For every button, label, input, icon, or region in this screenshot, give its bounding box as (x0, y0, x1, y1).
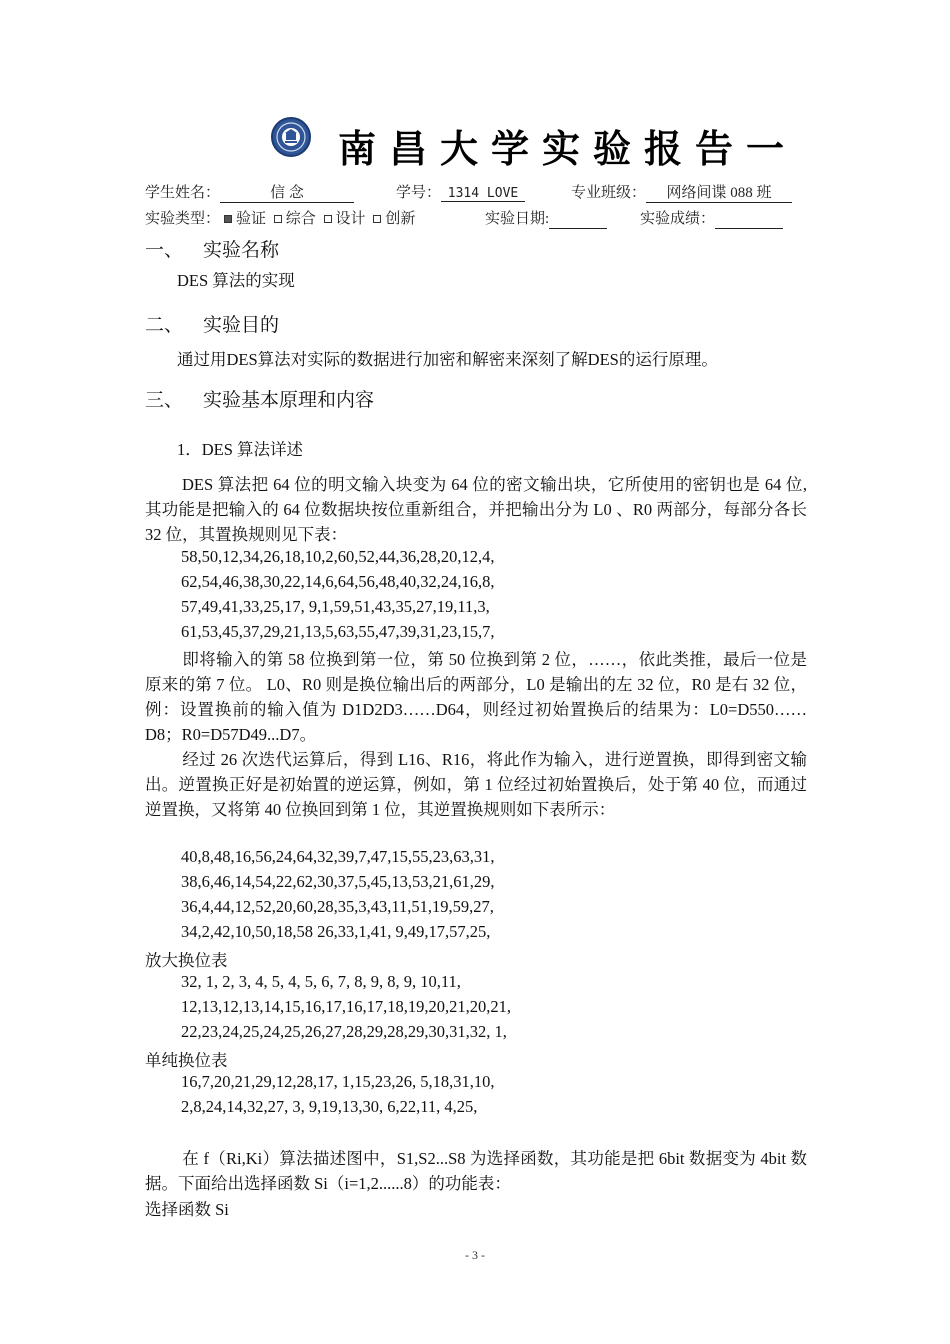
student-name-label: 学生姓名： (145, 185, 221, 201)
date-label: 实验日期: (485, 211, 550, 227)
permutation-table-row: 2,8,24,14,32,27, 3, 9,19,13,30, 6,22,11, 4,25, (181, 1097, 478, 1116)
section-title: 实验名称 (203, 240, 280, 261)
section-heading-purpose (145, 310, 279, 337)
date-blank (549, 211, 607, 229)
checkbox-comprehensive (274, 215, 282, 223)
expansion-table-row: 32, 1, 2, 3, 4, 5, 4, 5, 6, 7, 8, 9, 8, 9, 10,11, (181, 972, 461, 991)
ip-table-row: 62,54,46,38,30,22,14,6,64,56,48,40,32,24,16,8, (181, 572, 495, 591)
paragraph-sbox-intro (145, 1146, 807, 1196)
inverse-table-row: 36,4,44,12,52,20,60,28,35,3,43,11,51,19,59,27, (181, 897, 494, 916)
permutation-table-label: 单纯换位表 (145, 1051, 228, 1070)
expansion-table-label: 放大换位表 (145, 951, 228, 970)
class-label: 专业班级： (571, 185, 647, 201)
inverse-table-row: 38,6,46,14,54,22,62,30,37,5,45,13,53,21,61,29, (181, 872, 495, 891)
expansion-table-row: 22,23,24,25,24,25,26,27,28,29,28,29,30,31,32, 1, (181, 1022, 507, 1041)
checkbox-innovation (373, 215, 381, 223)
section-number: 二、 (145, 315, 184, 336)
sbox-label: 选择函数 Si (145, 1200, 229, 1219)
university-logo-icon (271, 117, 311, 157)
paragraph-text: DES 算法把 64 位的明文输入块变为 64 位的密文输出块，它所使用的密钥也是 64 位,其功能是把输入的 64 位数据块按位重新组合，并把输出分为 L0 、R0 两部分，每部分各长 32 位，其置换规则见下表： (145, 475, 807, 544)
score-label: 实验成绩： (640, 211, 716, 227)
checkbox-design (324, 215, 332, 223)
page-number: - 3 - (465, 1248, 485, 1262)
student-name-value: 信 念 (220, 181, 354, 203)
type-option-verify: 验证 (236, 211, 267, 227)
score-row (640, 207, 783, 229)
subsection-heading: 1．DES 算法详述 (177, 440, 304, 459)
experiment-name-text: DES 算法的实现 (177, 271, 295, 290)
permutation-table-row: 16,7,20,21,29,12,28,17, 1,15,23,26, 5,18,31,10, (181, 1072, 495, 1091)
student-name-row (145, 181, 354, 203)
purpose-text: 通过用DES算法对实际的数据进行加密和解密来深刻了解DES的运行原理。 (177, 350, 718, 369)
paragraph-inverse-explanation (145, 747, 807, 822)
date-row (485, 207, 607, 229)
section-heading-principle (145, 385, 374, 412)
student-id-value: 1314 LOVE (441, 186, 525, 202)
paragraph-text: 在 f（Ri,Ki）算法描述图中，S1,S2...S8 为选择函数，其功能是把 6bit 数据变为 4bit 数据。下面给出选择函数 Si（i=1,2......8）的功能表： (145, 1149, 807, 1193)
class-value: 网络间谍 088 班 (646, 181, 792, 203)
ip-table-row: 57,49,41,33,25,17, 9,1,59,51,43,35,27,19,11,3, (181, 597, 490, 616)
score-blank (715, 211, 783, 229)
ip-table-row: 61,53,45,37,29,21,13,5,63,55,47,39,31,23,15,7, (181, 622, 495, 641)
ip-table-row: 58,50,12,34,26,18,10,2,60,52,44,36,28,20,12,4, (181, 547, 495, 566)
expansion-table-row: 12,13,12,13,14,15,16,17,16,17,18,19,20,21,20,21, (181, 997, 511, 1016)
paragraph-ip-explanation (145, 647, 807, 747)
checkbox-verify (224, 215, 232, 223)
section-title: 实验基本原理和内容 (203, 390, 375, 411)
paragraph-text: 经过 26 次迭代运算后，得到 L16、R16，将此作为输入，进行逆置换，即得到密文输出。逆置换正好是初始置的逆运算，例如，第 1 位经过初始置换后，处于第 40 位，而通过逆置换，又将第 40 位换回到第 1 位，其逆置换规则如下表所示： (145, 750, 807, 819)
paragraph-text: 即将输入的第 58 位换到第一位，第 50 位换到第 2 位，……，依此类推，最后一位是原来的第 7 位。 L0、R0 则是换位输出后的两部分，L0 是输出的左 32 位，R0 是右 32 位，例：设置换前的输入值为 D1D2D3……D64，则经过初始置换后的结果为：L0=D550……D8；R0=D57D49...D7。 (145, 650, 807, 744)
experiment-type-row (145, 207, 415, 228)
inverse-table-row: 34,2,42,10,50,18,58 26,33,1,41, 9,49,17,57,25, (181, 922, 491, 941)
type-label: 实验类型： (145, 211, 221, 227)
paragraph-des-overview (145, 472, 807, 547)
class-row (571, 181, 792, 203)
type-option-comprehensive: 综合 (285, 211, 316, 227)
type-option-design: 设计 (335, 211, 366, 227)
section-number: 一、 (145, 240, 184, 261)
inverse-table-row: 40,8,48,16,56,24,64,32,39,7,47,15,55,23,63,31, (181, 847, 495, 866)
report-title: 南昌大学实验报告一 (338, 126, 798, 171)
section-number: 三、 (145, 390, 184, 411)
student-id-label: 学号： (396, 185, 442, 201)
type-option-innovation: 创新 (385, 211, 416, 227)
section-title: 实验目的 (203, 315, 280, 336)
student-id-row (396, 181, 525, 202)
section-heading-name (145, 235, 279, 262)
